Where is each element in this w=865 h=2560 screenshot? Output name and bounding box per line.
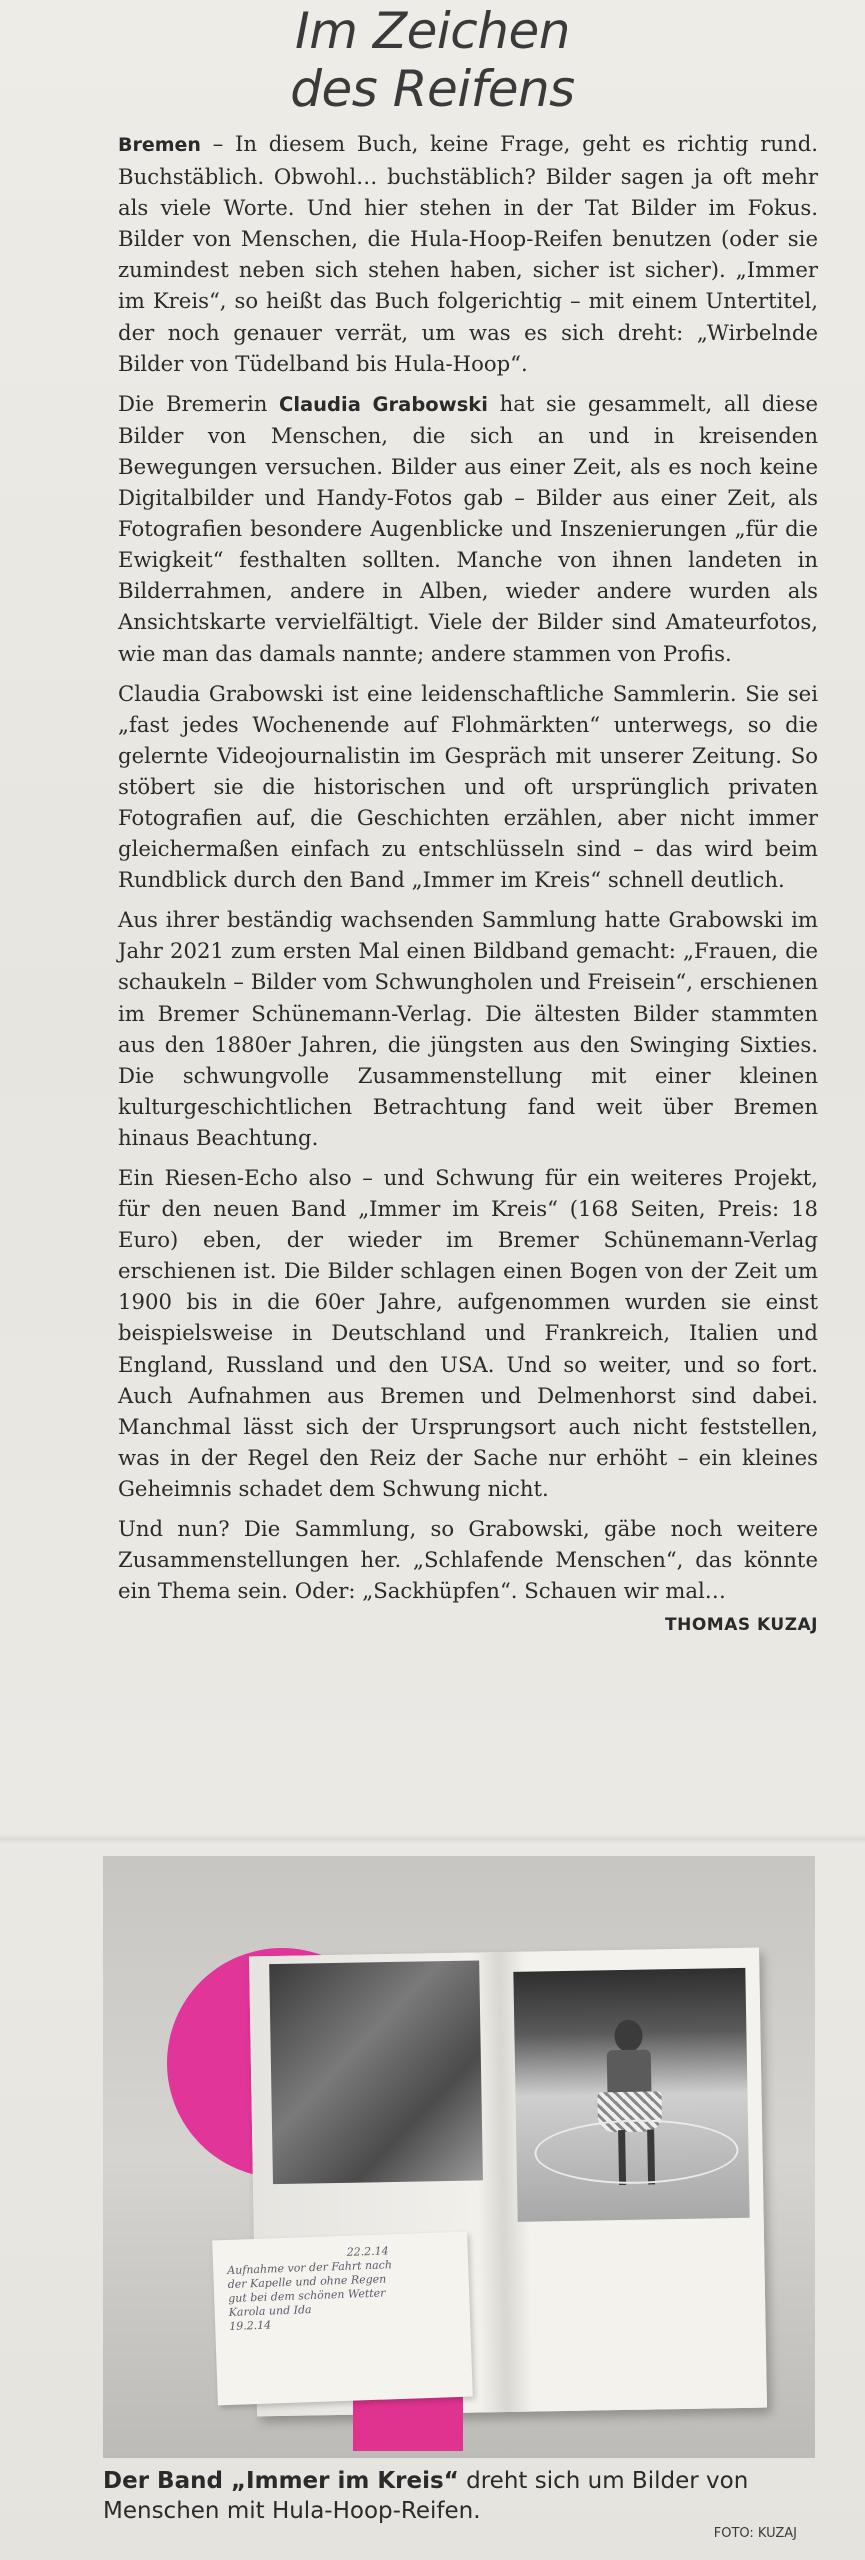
person-name: Claudia Grabowski bbox=[279, 392, 488, 416]
dateline: Bremen bbox=[118, 134, 201, 156]
paragraph-4: Aus ihrer beständig wachsenden Sammlung hatte Grabowski im Jahr 2021 zum ersten Mal einen Bildband gemacht: „Frauen, die schaukeln – Bilder vom Schwungholen und Freisein“, erschienen im Bremer Schünemann-Verlag. Die ältesten Bilder stammten aus den 1880er Jahren, die jüngsten aus den Swinging Sixties. Die schwungvolle Zusammenstellung mit einer kleinen kulturgeschichtlichen Betrachtung fand weit über Bremen hinaus Beachtung. bbox=[118, 907, 818, 1150]
note-line: 22.2.14 bbox=[346, 2244, 389, 2259]
paragraph-3: Claudia Grabowski ist eine leidenschaftliche Sammlerin. Sie sei „fast jedes Wochenende auf Flohmärkten“ unterwegs, so die gelernte Videojournalistin im Gespräch mit unserer Zeitung. So stöbert sie die historischen und oft ursprünglich privaten Fotografien auf, die Geschichten erzählen, aber nicht immer gleichermaßen einfach zu entschlüsseln sind – das wird beim Rundblick durch den Band „Immer im Kreis“ schnell deutlich. bbox=[118, 680, 818, 893]
author-byline: THOMAS KUZAJ bbox=[665, 1615, 818, 1636]
paragraph-1 bbox=[118, 128, 818, 379]
article-body bbox=[118, 128, 818, 1641]
caption-text: dreht sich um Bilder von Menschen mit Hula-Hoop-Reifen. bbox=[103, 2468, 749, 2524]
book-photo bbox=[103, 1856, 815, 2458]
headline-line-2: des Reifens bbox=[290, 60, 575, 118]
caption-bold: Der Band „Immer im Kreis“ bbox=[103, 2468, 459, 2494]
note-line: gut bei dem schönen Wetter bbox=[228, 2286, 386, 2305]
note-line: Karola und Ida bbox=[228, 2303, 312, 2319]
girl-with-hoop-photo bbox=[513, 1968, 749, 2222]
book-page-right bbox=[499, 1948, 767, 2412]
photo-credit: FOTO: KUZAJ bbox=[713, 2526, 797, 2541]
paragraph-2-start: Die Bremerin bbox=[118, 390, 280, 416]
paragraph-5: Ein Riesen-Echo also – und Schwung für ein weiteres Projekt, für den neuen Band „Immer im Kreis“ (168 Seiten, Preis: 18 Euro) eben, der wieder im Bremer Schünemann-Verlag erschienen ist. Die Bilder schlagen einen Bogen von der Zeit um 1900 bis in die 60er Jahre, aufgenommen wurden sie einst beispielsweise in Deutschland und Frankreich, Italien und England, Russland und den USA. Und so weiter, und so fort. Auch Aufnahmen aus Bremen und Delmenhorst sind dabei. Manchmal lässt sich der Ursprungsort auch nicht feststellen, was in der Regel den Reiz der Sache nur erhöht – ein kleines Geheimnis schadet dem Schwung nicht. bbox=[118, 1165, 818, 1501]
headline-line-1: Im Zeichen bbox=[295, 2, 570, 60]
paragraph-2-text: hat sie gesammelt, all diese Bilder von Menschen, die sich an und in kreisenden Bewegungen versuchen. Bilder aus einer Zeit, als es noch keine Digitalbilder und Handy-Fotos gab – Bilder aus einer Zeit, als Fotografien besondere Augenblicke und Inszenierungen „für die Ewigkeit“ festhalten sollten. Manche von ihnen landeten in Bilderrahmen, andere in Alben, wieder andere wurden als Ansichtskarte vervielfältigt. Viele der Bilder sind Amateurfotos, wie man das damals nannte; andere stammen von Profis. bbox=[118, 390, 818, 666]
paper-fold bbox=[0, 1834, 865, 1844]
paragraph-2 bbox=[118, 388, 818, 669]
left-page-photo bbox=[269, 1960, 483, 2184]
paragraph-6 bbox=[118, 1513, 818, 1636]
note-line: Aufnahme vor der Fahrt nach bbox=[227, 2258, 393, 2277]
note-line: 19.2.14 bbox=[228, 2318, 272, 2333]
hula-hoop bbox=[534, 2118, 739, 2186]
paragraph-6-text: Und nun? Die Sammlung, so Grabowski, gäbe noch weitere Zusammenstellungen her. „Schlafende Menschen“, das könnte ein Thema sein. Oder: „Sackhüpfen“. Schauen wir mal… bbox=[118, 1516, 818, 1604]
note-line: der Kapelle und ohne Regen bbox=[227, 2272, 387, 2291]
photo-caption bbox=[103, 2466, 815, 2526]
paragraph-1-text: – In diesem Buch, keine Frage, geht es richtig rund. Buchstäblich. Obwohl… buchstäblich? Bilder sagen ja oft mehr als viele Worte. Und hier stehen in der Tat Bilder im Fokus. Bilder von Menschen, die Hula-Hoop-Reifen benutzen (oder sie zumindest neben sich stehen haben, sicher ist sicher). „Immer im Kreis“, so heißt das Buch folgerichtig – mit einem Untertitel, der noch genauer verrät, um was es sich dreht: „Wirbelnde Bilder von Tüdelband bis Hula-Hoop“. bbox=[118, 131, 818, 376]
headline bbox=[0, 2, 865, 118]
handwritten-note-card bbox=[212, 2232, 473, 2406]
